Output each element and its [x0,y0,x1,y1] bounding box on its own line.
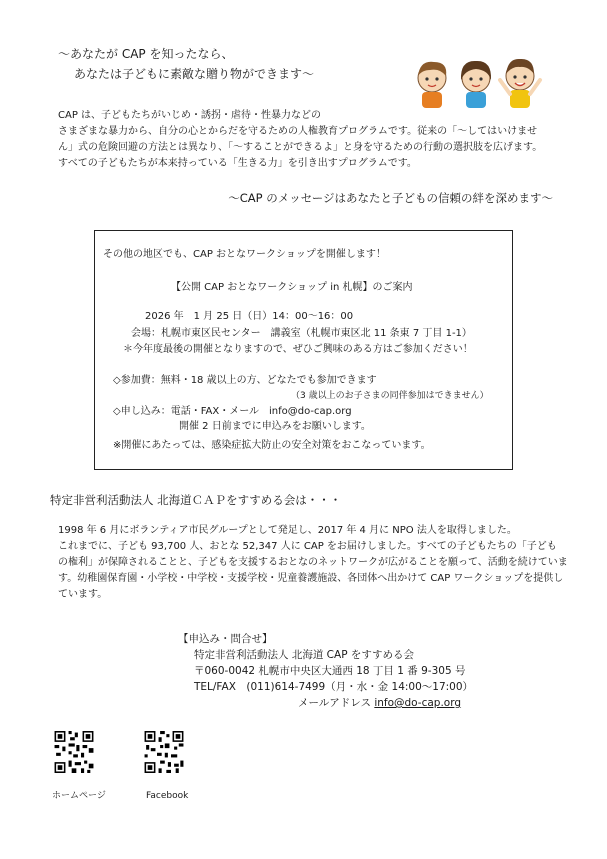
contact-tel: TEL/FAX (011)614-7499（月・水・金 14:00～17:00） [194,681,474,693]
history-line: す。幼稚園保育園・小学校・中学校・支援学校・児童養護施設、各団体へ出かけて CAP ワークショップを提供し [58,573,564,584]
contact-heading: 【申込み・問合せ】 [178,633,273,645]
event-venue: 会場：札幌市東区民センター 講義室（札幌市東区北 11 条東 7 丁目 1-1） [131,328,472,339]
headline [58,44,314,84]
history-line: これまでに、子ども 93,700 人、おとな 52,347 人に CAP をお届けしました。すべての子どもたちの「子ども [58,541,557,552]
contact-mail-label: メールアドレス [298,697,371,709]
contact-address: 〒060-0042 札幌市中央区大通西 18 丁目 1 番 9-305 号 [194,665,466,677]
children-illustration [408,52,548,112]
history-line: ています。 [58,589,108,600]
cap-message: ～CAP のメッセージはあなたと子どもの信頼の絆を深めます～ [228,191,553,205]
history-paragraph [58,523,568,603]
intro-line: すべての子どもたちが本来持っている「生きる力」を引き出すプログラムです。 [58,158,417,169]
org-intro-heading: 特定非営利活動法人 北海道ＣＡＰをすすめる会は・・・ [50,493,342,507]
history-line: 1998 年 6 月にボランティア市民グループとして発足し、2017 年 4 月に NPO 法人を取得しました。 [58,525,517,536]
homepage-qr-code[interactable] [53,723,95,781]
event-datetime: 2026 年 1 月 25 日（日）14：00～16：00 [145,311,354,322]
event-lead: その他の地区でも、CAP おとなワークショップを開催します！ [103,249,386,260]
contact-org: 特定非営利活動法人 北海道 CAP をすすめる会 [194,649,414,661]
child-cheering-icon [500,59,540,108]
facebook-qr-code[interactable] [143,723,185,781]
homepage-qr-label: ホームページ [52,791,106,801]
child-boy-icon [418,62,446,108]
event-fee-note: （3 歳以上のお子さまの同伴参加はできません） [291,391,489,401]
event-apply-deadline: 開催 2 日前までに申込みをお願いします。 [179,421,371,432]
contact-mail-link[interactable]: info@do-cap.org [374,697,462,709]
event-fee: ◇参加費：無料・18 歳以上の方、どなたでも参加できます [113,375,377,386]
history-line: の権利」が保障されることと、子どもを支援するおとなのネットワークが広がることを願って、活動を続けていま [58,557,568,568]
event-note: ＊今年度最後の開催となりますので、ぜひご興味のある方はご参加ください！ [123,344,473,355]
contact-block [178,631,473,711]
headline-line-1: ～あなたが CAP を知ったなら、 [58,47,234,61]
event-title: 【公開 CAP おとなワークショップ in 札幌】のご案内 [171,282,413,293]
facebook-qr-label: Facebook [146,791,189,801]
event-announcement-box [94,230,513,470]
intro-paragraph [58,108,542,172]
intro-line: ん」式の危険回避の方法とは異なり、「～することができるよ」と身を守るための行動の選択肢を広げます。 [58,142,543,153]
event-apply: ◇申し込み：電話・FAX・メール info@do-cap.org [113,406,352,417]
event-safety: ※開催にあたっては、感染症拡大防止の安全対策をおこなっています。 [113,440,431,451]
intro-line: さまざまな暴力から、自分の心とからだを守るための人権教育プログラムです。従来の「～してはいけませ [58,126,538,137]
headline-line-2: あなたは子どもに素敵な贈り物ができます～ [74,67,315,81]
intro-line: CAP は、子どもたちがいじめ・誘拐・虐待・性暴力などの [58,110,322,121]
child-girl-icon [461,61,491,108]
